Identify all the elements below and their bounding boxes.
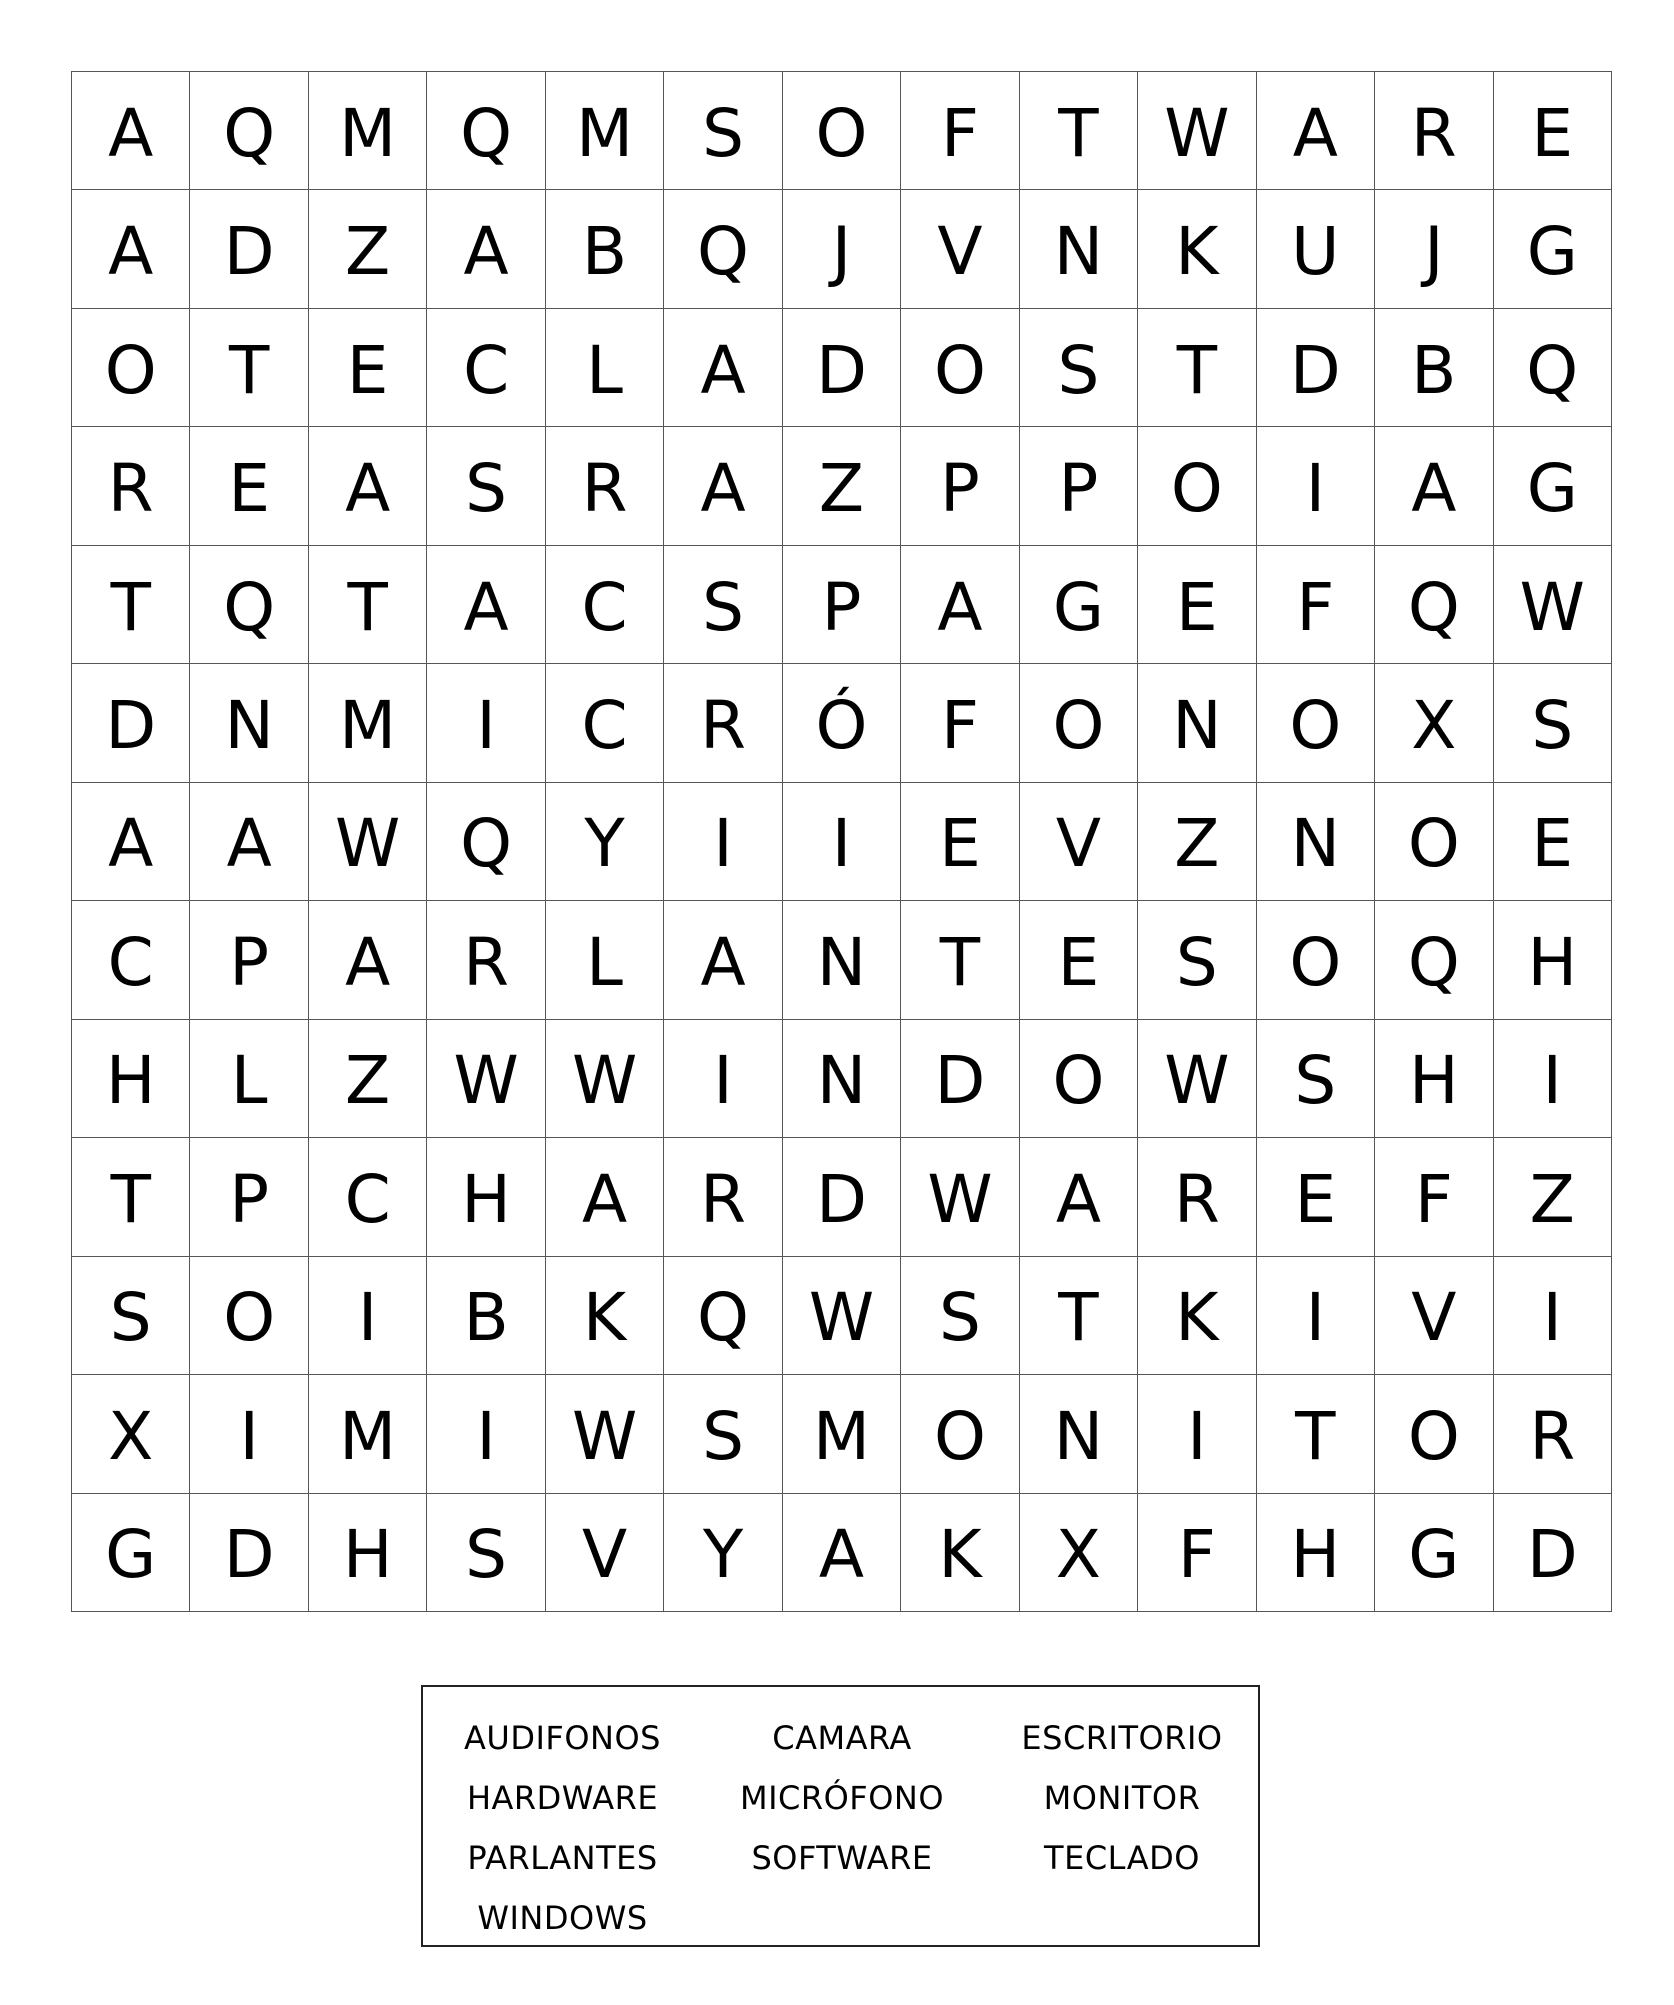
grid-cell[interactable]: Q — [190, 72, 308, 190]
grid-cell[interactable]: Z — [1138, 783, 1256, 901]
grid-cell[interactable]: P — [190, 901, 308, 1019]
grid-cell[interactable]: T — [309, 546, 427, 664]
grid-cell[interactable]: S — [901, 1257, 1019, 1375]
grid-cell[interactable]: M — [309, 72, 427, 190]
grid-cell[interactable]: Y — [664, 1494, 782, 1612]
grid-cell[interactable]: J — [1375, 190, 1493, 308]
grid-cell[interactable]: W — [1138, 1020, 1256, 1138]
word-list-item: ESCRITORIO — [1021, 1719, 1223, 1757]
grid-cell[interactable]: W — [1138, 72, 1256, 190]
grid-cell[interactable]: P — [190, 1138, 308, 1256]
grid-cell[interactable]: Z — [1494, 1138, 1612, 1256]
grid-cell[interactable]: T — [190, 309, 308, 427]
grid-cell[interactable]: A — [1020, 1138, 1138, 1256]
grid-cell[interactable]: X — [1375, 664, 1493, 782]
grid-cell[interactable]: I — [1257, 427, 1375, 545]
grid-cell[interactable]: G — [72, 1494, 190, 1612]
grid-cell[interactable]: S — [427, 1494, 545, 1612]
grid-cell[interactable]: I — [427, 1375, 545, 1493]
grid-cell[interactable]: A — [72, 190, 190, 308]
grid-cell[interactable]: M — [309, 664, 427, 782]
grid-cell[interactable]: A — [1257, 72, 1375, 190]
grid-cell[interactable]: S — [664, 1375, 782, 1493]
word-list-item: WINDOWS — [477, 1899, 648, 1937]
word-list-item: CAMARA — [772, 1719, 912, 1757]
grid-cell[interactable]: Z — [783, 427, 901, 545]
grid-cell[interactable]: G — [1020, 546, 1138, 664]
grid-cell[interactable]: V — [1020, 783, 1138, 901]
grid-cell[interactable]: N — [783, 901, 901, 1019]
grid-cell[interactable]: C — [546, 546, 664, 664]
grid-cell[interactable]: T — [1257, 1375, 1375, 1493]
grid-cell[interactable]: T — [72, 546, 190, 664]
grid-cell[interactable]: Z — [309, 1020, 427, 1138]
grid-cell[interactable]: E — [1494, 783, 1612, 901]
grid-cell[interactable]: S — [664, 546, 782, 664]
word-list-item: MICRÓFONO — [739, 1779, 945, 1817]
grid-cell[interactable]: H — [427, 1138, 545, 1256]
grid-cell[interactable]: I — [1494, 1257, 1612, 1375]
grid-cell[interactable]: W — [427, 1020, 545, 1138]
grid-cell[interactable]: E — [1020, 901, 1138, 1019]
grid-cell[interactable]: K — [1138, 190, 1256, 308]
grid-cell[interactable]: K — [1138, 1257, 1256, 1375]
grid-cell[interactable]: S — [427, 427, 545, 545]
grid-cell[interactable]: I — [1257, 1257, 1375, 1375]
grid-cell[interactable]: G — [1375, 1494, 1493, 1612]
grid-cell[interactable]: D — [783, 1138, 901, 1256]
grid-cell[interactable]: F — [1138, 1494, 1256, 1612]
grid-cell[interactable]: R — [664, 1138, 782, 1256]
grid-cell[interactable]: A — [901, 546, 1019, 664]
grid-cell[interactable]: N — [1020, 190, 1138, 308]
grid-cell[interactable]: D — [783, 309, 901, 427]
grid-cell[interactable]: O — [1257, 901, 1375, 1019]
grid-cell[interactable]: U — [1257, 190, 1375, 308]
grid-cell[interactable]: I — [1494, 1020, 1612, 1138]
grid-cell[interactable]: L — [546, 901, 664, 1019]
grid-cell[interactable]: W — [309, 783, 427, 901]
grid-cell[interactable]: S — [1020, 309, 1138, 427]
grid-cell[interactable]: R — [1138, 1138, 1256, 1256]
grid-cell[interactable]: I — [664, 1020, 782, 1138]
grid-cell[interactable]: P — [901, 427, 1019, 545]
grid-cell[interactable]: Ó — [783, 664, 901, 782]
grid-cell[interactable]: O — [190, 1257, 308, 1375]
grid-cell[interactable]: F — [1375, 1138, 1493, 1256]
grid-cell[interactable]: N — [1257, 783, 1375, 901]
grid-cell[interactable]: I — [427, 664, 545, 782]
grid-cell[interactable]: W — [1494, 546, 1612, 664]
grid-cell[interactable]: R — [427, 901, 545, 1019]
grid-cell[interactable]: H — [72, 1020, 190, 1138]
grid-cell[interactable]: V — [1375, 1257, 1493, 1375]
grid-cell[interactable]: A — [309, 427, 427, 545]
grid-cell[interactable]: W — [783, 1257, 901, 1375]
grid-cell[interactable]: N — [190, 664, 308, 782]
grid-cell[interactable]: A — [72, 72, 190, 190]
grid-cell[interactable]: A — [664, 901, 782, 1019]
grid-cell[interactable]: D — [1494, 1494, 1612, 1612]
grid-cell[interactable]: W — [546, 1020, 664, 1138]
grid-cell[interactable]: D — [190, 190, 308, 308]
grid-cell[interactable]: H — [1257, 1494, 1375, 1612]
grid-cell[interactable]: D — [72, 664, 190, 782]
grid-cell[interactable]: Q — [1375, 546, 1493, 664]
grid-cell[interactable]: A — [72, 783, 190, 901]
grid-cell[interactable]: T — [1020, 1257, 1138, 1375]
grid-cell[interactable]: H — [309, 1494, 427, 1612]
grid-cell[interactable]: C — [72, 901, 190, 1019]
grid-cell[interactable]: O — [1138, 427, 1256, 545]
grid-cell[interactable]: S — [1257, 1020, 1375, 1138]
grid-cell[interactable]: I — [783, 783, 901, 901]
grid-cell[interactable]: A — [427, 190, 545, 308]
grid-cell[interactable]: V — [901, 190, 1019, 308]
grid-cell[interactable]: I — [664, 783, 782, 901]
grid-cell[interactable]: O — [72, 309, 190, 427]
grid-cell[interactable]: S — [1494, 664, 1612, 782]
grid-cell[interactable]: B — [546, 190, 664, 308]
grid-cell[interactable]: S — [72, 1257, 190, 1375]
grid-cell[interactable]: R — [1494, 1375, 1612, 1493]
grid-cell[interactable]: T — [72, 1138, 190, 1256]
grid-cell[interactable]: O — [783, 72, 901, 190]
grid-cell[interactable]: E — [1257, 1138, 1375, 1256]
grid-cell[interactable]: A — [190, 783, 308, 901]
grid-cell[interactable]: C — [546, 664, 664, 782]
word-list — [421, 1685, 1260, 1947]
grid-cell[interactable]: L — [190, 1020, 308, 1138]
grid-cell[interactable]: Q — [664, 190, 782, 308]
grid-cell[interactable]: T — [1138, 309, 1256, 427]
grid-cell[interactable]: G — [1494, 427, 1612, 545]
grid-cell[interactable]: K — [546, 1257, 664, 1375]
grid-cell[interactable]: R — [664, 664, 782, 782]
grid-cell[interactable]: E — [901, 783, 1019, 901]
word-list-item: AUDIFONOS — [464, 1719, 661, 1757]
grid-cell[interactable]: I — [1138, 1375, 1256, 1493]
grid-cell[interactable]: N — [1138, 664, 1256, 782]
grid-cell[interactable]: D — [1257, 309, 1375, 427]
word-list-item: MONITOR — [1043, 1779, 1201, 1817]
grid-cell[interactable]: O — [1020, 664, 1138, 782]
grid-cell[interactable]: G — [1494, 190, 1612, 308]
grid-cell[interactable]: R — [546, 427, 664, 545]
grid-cell[interactable]: O — [1257, 664, 1375, 782]
grid-cell[interactable]: A — [546, 1138, 664, 1256]
grid-cell[interactable]: E — [190, 427, 308, 545]
grid-cell[interactable]: Q — [1494, 309, 1612, 427]
grid-cell[interactable]: B — [427, 1257, 545, 1375]
grid-cell[interactable]: O — [901, 309, 1019, 427]
grid-cell[interactable]: A — [309, 901, 427, 1019]
grid-cell[interactable]: F — [1257, 546, 1375, 664]
grid-cell[interactable]: J — [783, 190, 901, 308]
grid-cell[interactable]: T — [1020, 72, 1138, 190]
grid-cell[interactable]: N — [783, 1020, 901, 1138]
grid-cell[interactable]: W — [546, 1375, 664, 1493]
grid-cell[interactable]: O — [1020, 1020, 1138, 1138]
grid-cell[interactable]: P — [1020, 427, 1138, 545]
word-list-item: TECLADO — [1044, 1839, 1200, 1877]
grid-cell[interactable]: B — [1375, 309, 1493, 427]
grid-cell[interactable]: P — [783, 546, 901, 664]
grid-cell[interactable]: X — [72, 1375, 190, 1493]
grid-cell[interactable]: A — [664, 309, 782, 427]
grid-cell[interactable]: Q — [664, 1257, 782, 1375]
grid-cell[interactable]: D — [190, 1494, 308, 1612]
grid-cell[interactable]: H — [1375, 1020, 1493, 1138]
grid-cell[interactable]: N — [1020, 1375, 1138, 1493]
grid-cell[interactable]: O — [901, 1375, 1019, 1493]
grid-cell[interactable]: M — [309, 1375, 427, 1493]
grid-cell[interactable]: A — [1375, 427, 1493, 545]
grid-cell[interactable]: C — [427, 309, 545, 427]
grid-cell[interactable]: Y — [546, 783, 664, 901]
grid-cell[interactable]: I — [190, 1375, 308, 1493]
grid-cell[interactable]: T — [901, 901, 1019, 1019]
grid-cell[interactable]: H — [1494, 901, 1612, 1019]
grid-cell[interactable]: D — [901, 1020, 1019, 1138]
grid-cell[interactable]: A — [664, 427, 782, 545]
grid-cell[interactable]: V — [546, 1494, 664, 1612]
grid-cell[interactable]: F — [901, 72, 1019, 190]
word-list-item: HARDWARE — [466, 1779, 659, 1817]
grid-cell[interactable]: E — [1494, 72, 1612, 190]
grid-cell[interactable]: F — [901, 664, 1019, 782]
grid-cell[interactable]: Q — [427, 783, 545, 901]
grid-cell[interactable]: O — [1375, 1375, 1493, 1493]
grid-cell[interactable]: S — [664, 72, 782, 190]
grid-cell[interactable]: I — [309, 1257, 427, 1375]
grid-cell[interactable]: E — [1138, 546, 1256, 664]
grid-cell[interactable]: Q — [1375, 901, 1493, 1019]
grid-cell[interactable]: X — [1020, 1494, 1138, 1612]
grid-cell[interactable]: Q — [427, 72, 545, 190]
letter-grid — [71, 71, 1612, 1612]
grid-cell[interactable]: M — [783, 1375, 901, 1493]
grid-cell[interactable]: K — [901, 1494, 1019, 1612]
grid-cell[interactable]: E — [309, 309, 427, 427]
grid-cell[interactable]: C — [309, 1138, 427, 1256]
grid-cell[interactable]: W — [901, 1138, 1019, 1256]
grid-cell[interactable]: O — [1375, 783, 1493, 901]
grid-cell[interactable]: A — [427, 546, 545, 664]
grid-cell[interactable]: L — [546, 309, 664, 427]
grid-cell[interactable]: R — [1375, 72, 1493, 190]
grid-cell[interactable]: S — [1138, 901, 1256, 1019]
grid-cell[interactable]: R — [72, 427, 190, 545]
grid-cell[interactable]: Q — [190, 546, 308, 664]
grid-cell[interactable]: Z — [309, 190, 427, 308]
word-list-item: SOFTWARE — [751, 1839, 933, 1877]
grid-cell[interactable]: A — [783, 1494, 901, 1612]
grid-cell[interactable]: M — [546, 72, 664, 190]
word-list-item: PARLANTES — [467, 1839, 658, 1877]
